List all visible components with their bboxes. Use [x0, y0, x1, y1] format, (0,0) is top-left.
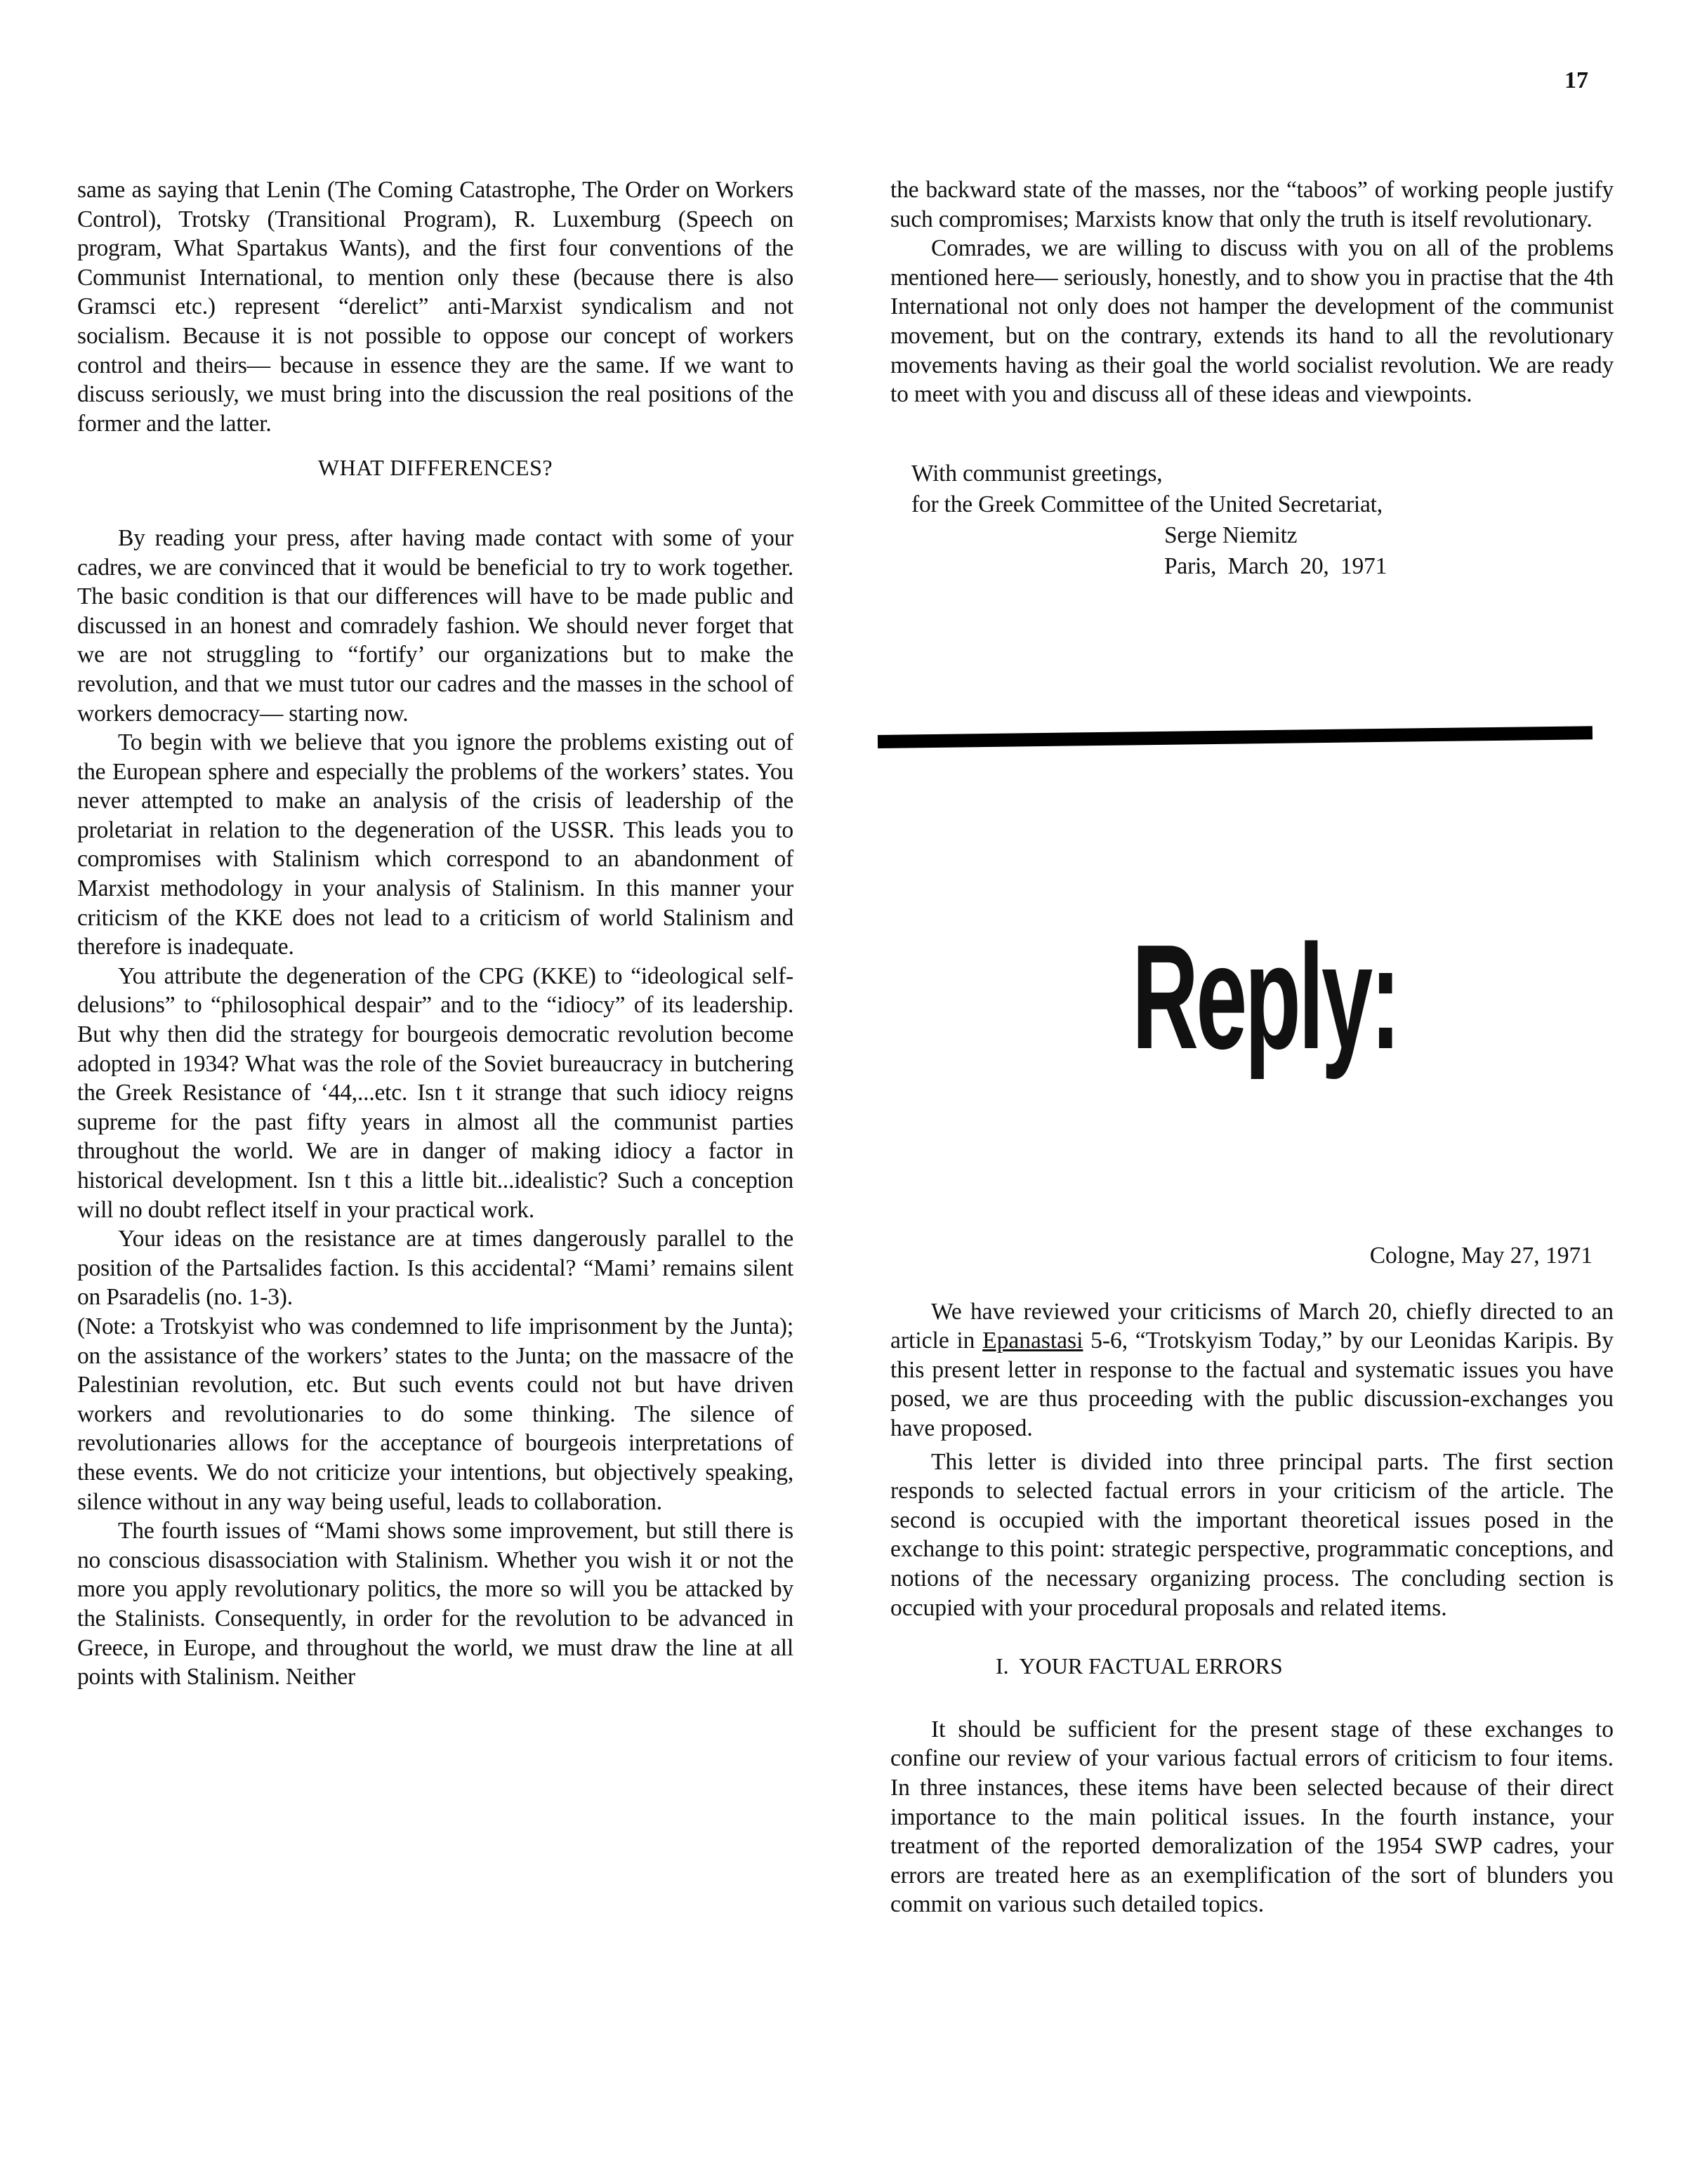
paragraph: To begin with we believe that you ignore the problems existing out of the European sphere and especially the problems of the workers’ states. You never attempted to make an analysis of the crisis of leadership of the proletariat in relation to the degeneration of the USSR. This leads you to compromises with Stalinism which correspond to an abandonment of Marxist methodology in your analysis of Stalinism. In this manner your criticism of the KKE does not lead to a criticism of world Stalinism and therefore is inadequate.: [77, 729, 793, 960]
paragraph: You attribute the degeneration of the CPG (KKE) to “ideological self-delusions” to “philosophical despair” and to the “idiocy” of its leadership. But why then did the strategy for bourgeois democratic revolution become adopted in 1934? What was the role of the Soviet bureaucracy in butchering the Greek Resistance of ‘44,...etc. Isn t it strange that such idiocy reigns supreme for the past fifty years in almost all the communist parties throughout the world. We are in danger of making idiocy a factor in historical development. Isn t this a little bit...idealistic? Such a conception will no doubt reflect itself in your practical work.: [77, 962, 793, 1223]
paragraph: same as saying that Lenin (The Coming Catastrophe, The Order on Workers Control), Trotsky (Transitional Program), R. Luxemburg (Speech on program, What Spartakus Wants), and the first four conventions of the Communist International, to mention only these (because there is also Gramsci etc.) represent “derelict” anti-Marxist syndicalism and not socialism. Because it is not possible to oppose our concept of workers control and theirs— because in essence they are the same. If we want to discuss seriously, we must bring into the discussion the real positions of the former and the latter.: [77, 177, 793, 437]
publication-title: Epanastasi: [982, 1328, 1083, 1354]
paragraph: It should be sufficient for the present stage of these exchanges to confine our review of your various factual errors of criticism to four items. In three instances, these items have been selected because of their direct importance to the main political issues. In the fourth instance, your treatment of the reported demoralization of the 1954 SWP cadres, your errors are treated here as an exemplification of the sort of blunders you commit on various such detailed topics.: [890, 1716, 1614, 1918]
closing-greeting: With communist greetings,: [911, 460, 1163, 487]
section-heading-factual-errors: I. YOUR FACTUAL ERRORS: [996, 1653, 1283, 1679]
reply-section: [890, 1241, 1614, 1919]
note-paragraph: (Note: a Trotskyist who was condemned to life imprisonment by the Junta); on the assistance of the workers’ states to the Junta; on the massacre of the Palestinian revolution, etc. But such events could not but have driven workers and revolutionaries to do some thinking. The silence of revolutionaries allows for the acceptance of bourgeois interpretations of these events. We do not criticize your intentions, but objectively speaking, silence without in any way being useful, leads to collaboration.: [77, 1313, 793, 1515]
closing-organization: for the Greek Committee of the United Secretariat,: [911, 491, 1383, 517]
page-number: 17: [1564, 67, 1588, 93]
paragraph: Your ideas on the resistance are at times dangerously parallel to the position of the Partsalides faction. Is this accidental? “Mami’ remains silent on Psaradelis (no. 1-3).: [77, 1226, 793, 1311]
paragraph: The fourth issues of “Mami shows some improvement, but still there is no conscious disassociation with Stalinism. Whether you wish it or not the more you apply revolutionary politics, the more so will you be attacked by the Stalinists. Consequently, in order for the revolution to be advanced in Greece, in Europe, and throughout the world, we must draw the line at all points with Stalinism. Neither: [77, 1518, 793, 1690]
signer-name: Serge Niemitz: [1164, 522, 1298, 548]
horizontal-rule-divider: [878, 726, 1593, 748]
place-date: Paris, March 20, 1971: [1164, 552, 1387, 579]
reply-date-line: Cologne, May 27, 1971: [1369, 1243, 1593, 1269]
right-column: [890, 176, 1614, 582]
paragraph: By reading your press, after having made contact with some of your cadres, we are convinced that it would be beneficial to try to work together. The basic condition is that our differences will have to be made public and discussed in an honest and comradely fashion. We should never forget that we are not struggling to “fortify’ our organizations but to make the revolution, and that we must tutor our cadres and the masses in the school of workers democracy— starting now.: [77, 524, 793, 727]
letter-closing: [890, 458, 1614, 582]
paragraph: the backward state of the masses, nor the “taboos” of working people justify such compromises; Marxists know that only the truth is itself revolutionary.: [890, 177, 1614, 232]
intro-text-after: 5-6, “Trotskyism Today,” by our Leonidas Karipis. By this present letter in response to the factual and systematic issues you have posed, we are thus proceeding with the public discussion-exchanges you have proposed.: [890, 1328, 1614, 1441]
paragraph: Comrades, we are willing to discuss with you on all of the problems mentioned here— seriously, honestly, and to show you in practise that the 4th International not only does not hamper the development of the communist movement, but on the contrary, extends its hand to all the revolutionary movements having as their goal the world socialist revolution. We are ready to meet with you and discuss all of these ideas and viewpoints.: [890, 235, 1614, 408]
reply-intro-paragraph: [890, 1297, 1614, 1443]
section-heading-what-differences: WHAT DIFFERENCES?: [317, 455, 553, 481]
reply-title: Reply:: [1132, 913, 1399, 1080]
left-column: [77, 176, 793, 1692]
intro-text-before: We have reviewed your criticisms of March 20, chiefly directed to an article in: [890, 1298, 1614, 1354]
paragraph: This letter is divided into three principal parts. The first section responds to selected factual errors in your criticism of the article. The second is occupied with the important theoretical issues posed in the exchange to this point: strategic perspective, programmatic conceptions, and notions of the necessary organizing process. The concluding section is occupied with your procedural proposals and related items.: [890, 1448, 1614, 1621]
